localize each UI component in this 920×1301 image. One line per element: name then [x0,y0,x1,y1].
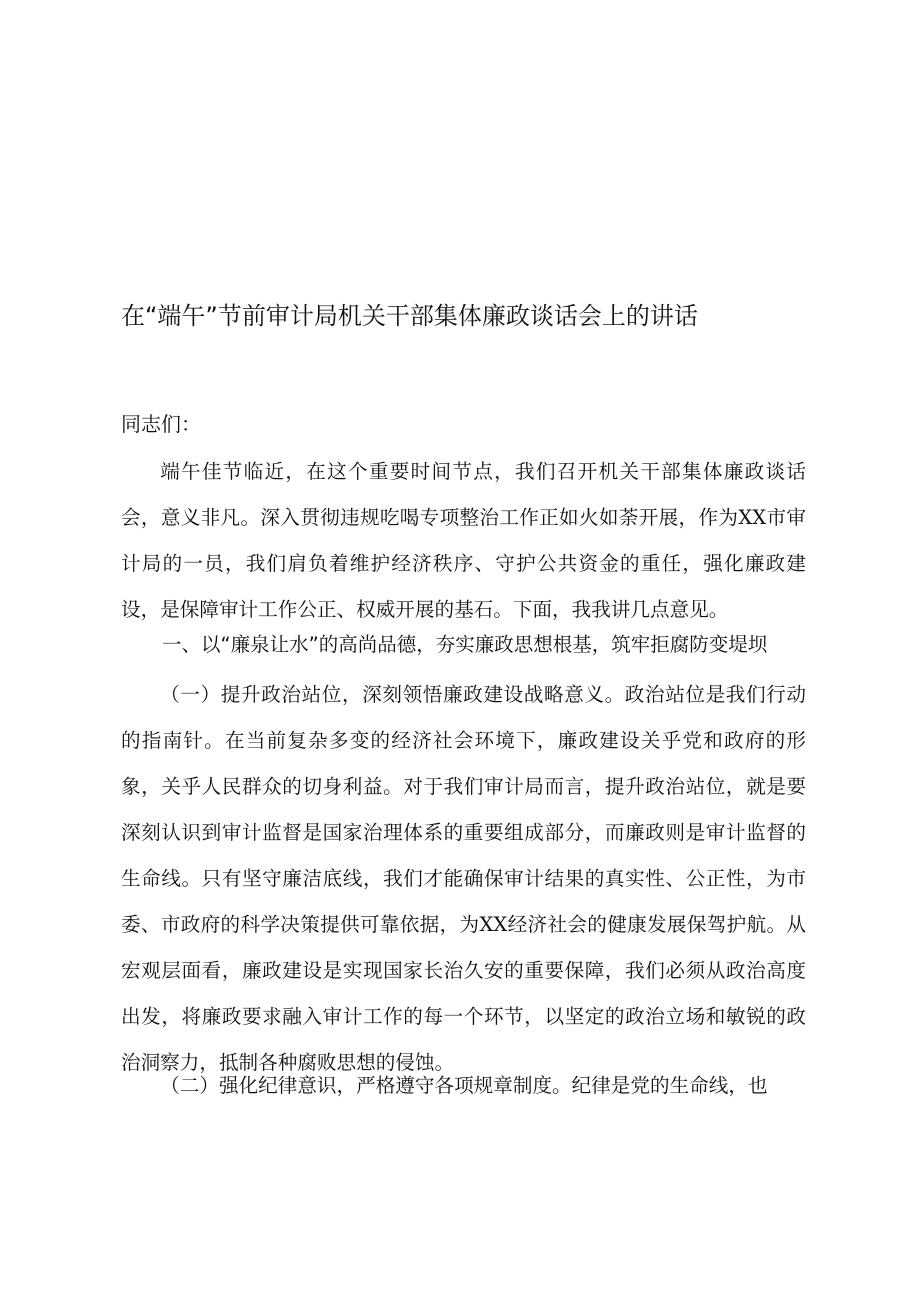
item-1-paragraph: （一）提升政治站位，深刻领悟廉政建设战略意义。政治站位是我们行动的指南针。在当前复杂多变的经济社会环境下，廉政建设关乎党和政府的形象，关乎人民群众的切身利益。对于我们审计局而言，提升政治站位，就是要深刻认识到审计监督是国家治理体系的重要组成部分，而廉政则是审计监督的生命线。只有坚守廉洁底线，我们才能确保审计结果的真实性、公正性，为市委、市政府的科学决策提供可靠依据，为XX经济社会的健康发展保驾护航。从宏观层面看，廉政建设是实现国家长治久安的重要保障，我们必须从政治高度出发，将廉政要求融入审计工作的每一个环节，以坚定的政治立场和敏锐的政治洞察力，抵制各种腐败思想的侵蚀。 [121,683,806,1074]
document-title: 在“端午”节前审计局机关干部集体廉政谈话会上的讲话 [121,302,698,330]
item-2-paragraph: （二）强化纪律意识，严格遵守各项规章制度。纪律是党的生命线，也 [160,1074,768,1097]
intro-paragraph: 端午佳节临近，在这个重要时间节点，我们召开机关干部集体廉政谈话会，意义非凡。深入贯彻违规吃喝专项整治工作正如火如荼开展，作为XX市审计局的一员，我们肩负着维护经济秩序、守护公共资金的重任，强化廉政建设，是保障审计工作公正、权威开展的基石。下面，我我讲几点意见。 [121,460,806,621]
salutation: 同志们： [121,412,201,436]
section-heading-1: 一、以“廉泉让水”的高尚品德，夯实廉政思想根基，筑牢拒腐防变堤坝 [162,633,768,656]
